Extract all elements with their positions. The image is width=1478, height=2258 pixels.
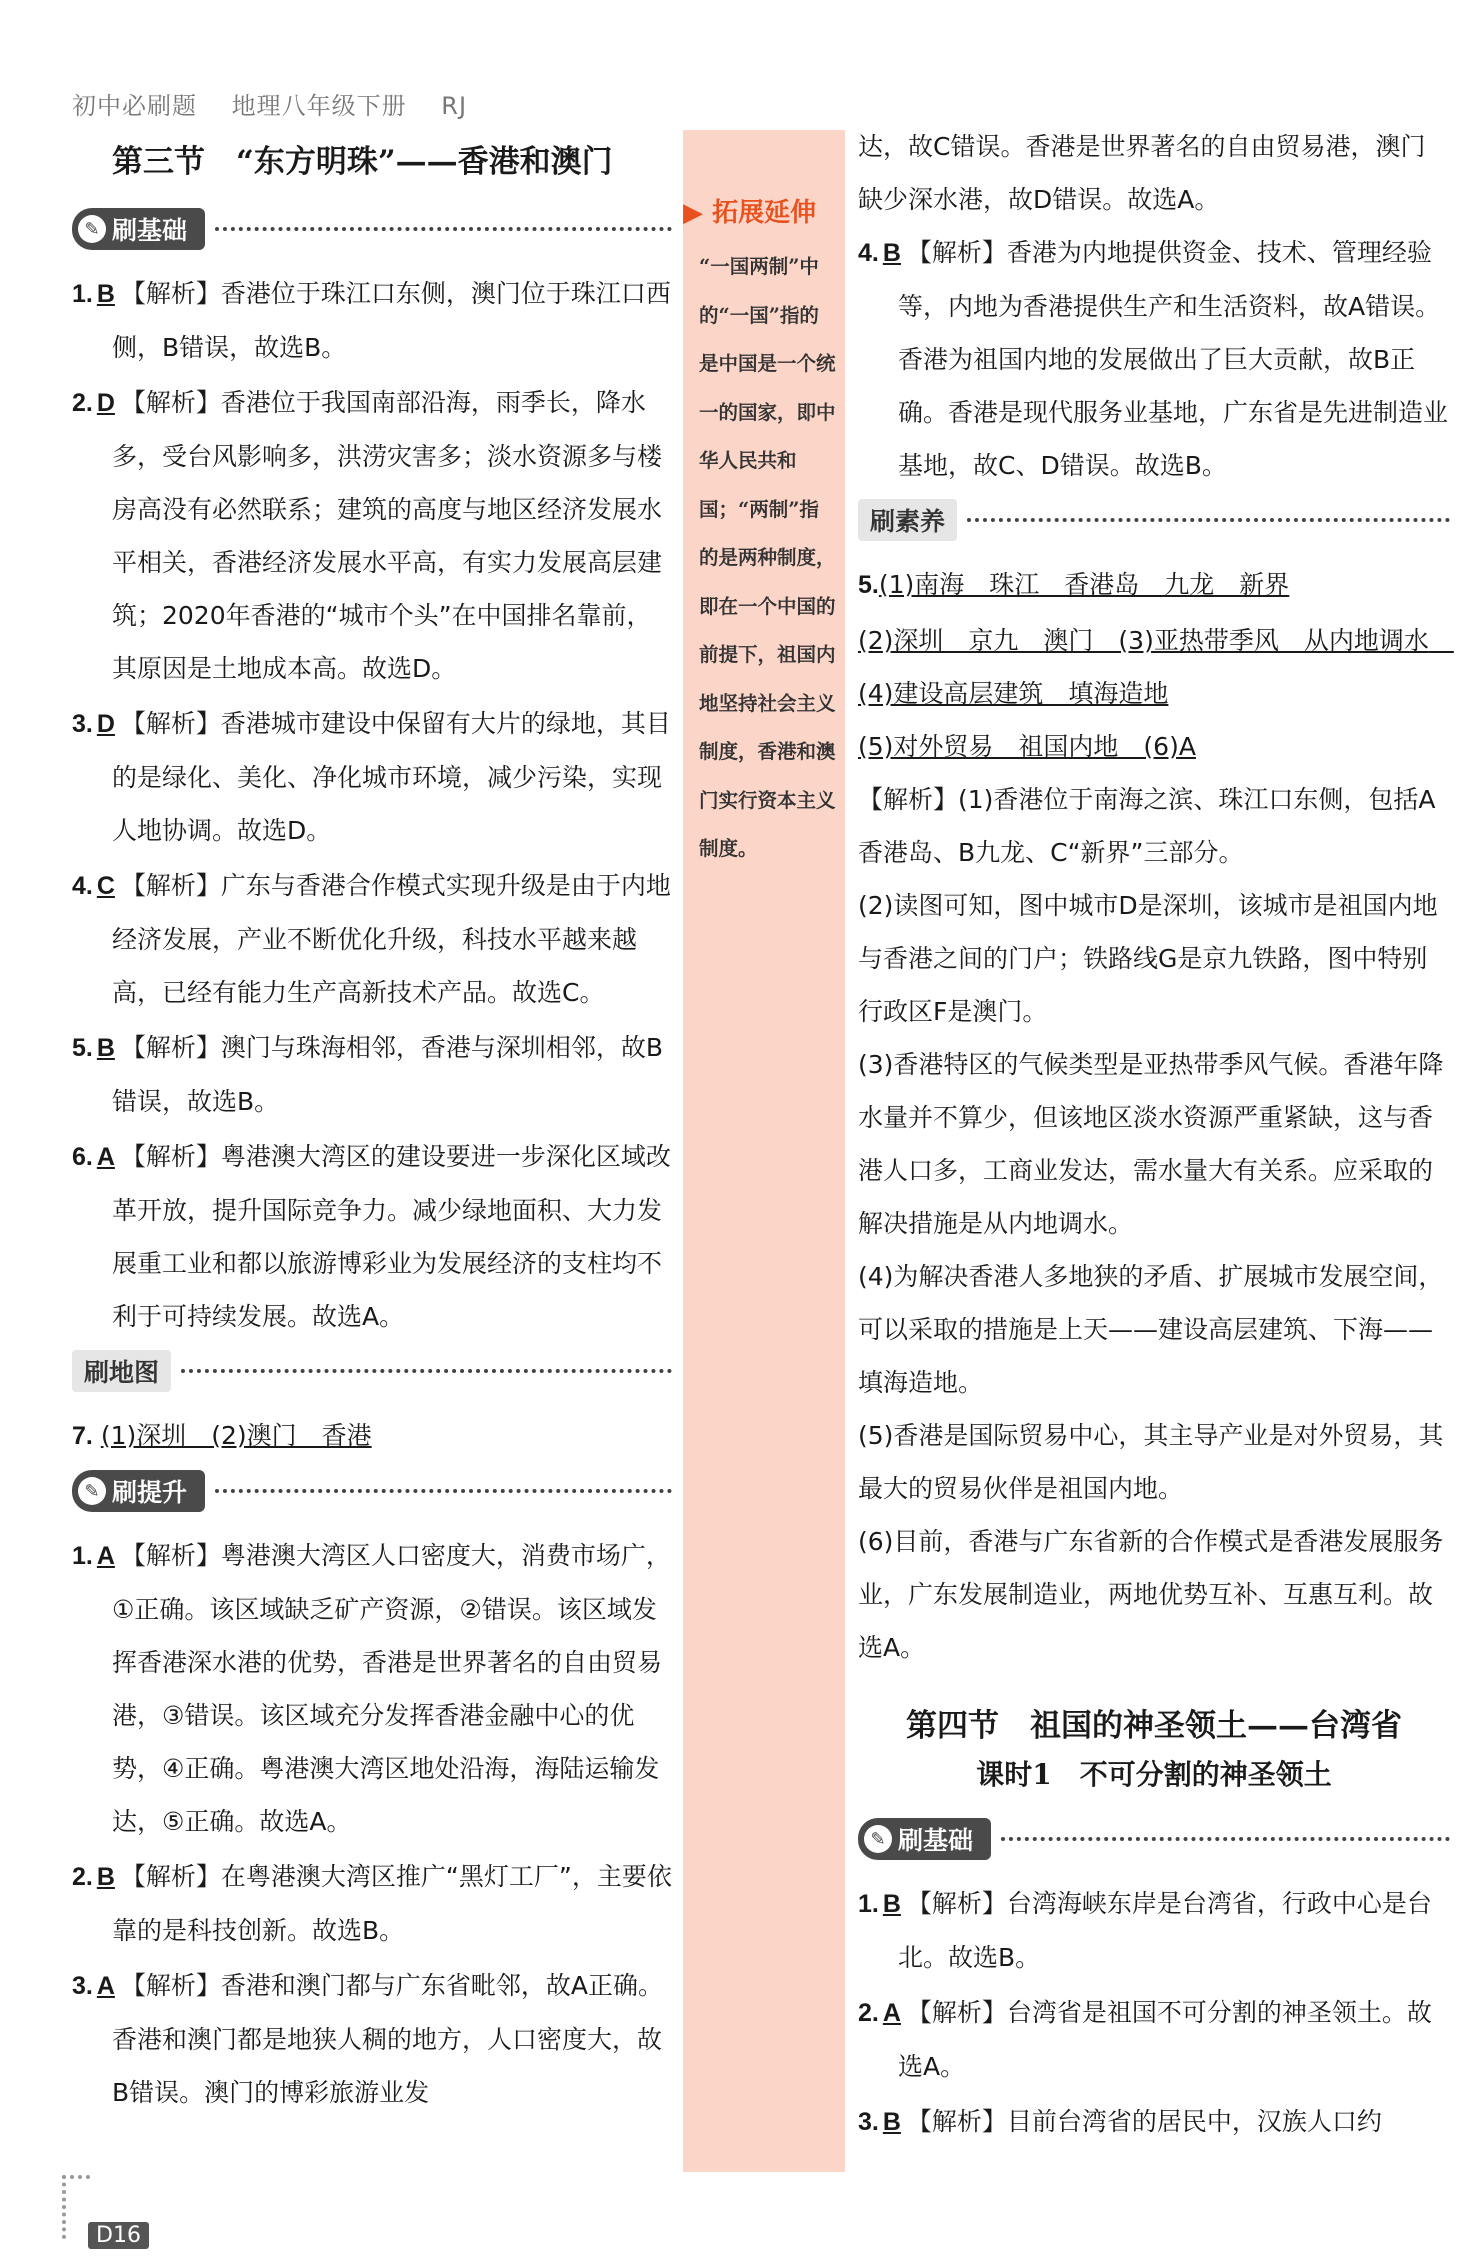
dotted-divider bbox=[967, 518, 1450, 522]
answer-item: 2. A 【解析】台湾省是祖国不可分割的神圣领土。故选A。 bbox=[858, 1998, 1432, 2081]
extension-heading: ▶ 拓展延伸 bbox=[683, 198, 817, 228]
dotted-divider bbox=[181, 1369, 672, 1373]
page-number: D16 bbox=[88, 2222, 149, 2249]
answer-item: 2. D 【解析】香港位于我国南部沿海，雨季长，降水多，受台风影响多，洪涝灾害多；淡水资源多与楼房高没有必然联系；建筑的高度与地区经济发展水平相关，香港经济发展水平高，有实力发展高层建筑；2020年香港的“城市个头”在中国排名靠前，其原因是土地成本高。故选D。 bbox=[72, 388, 663, 683]
brush-icon: ✎ bbox=[78, 215, 106, 243]
right-column bbox=[858, 120, 1454, 2151]
answer-line: (2)深圳 京九 澳门 (3)亚热带季风 从内地调水 (4)建设高层建筑 填海造地 bbox=[858, 626, 1454, 708]
answer-item: 5. B 【解析】澳门与珠海相邻，香港与深圳相邻，故B错误，故选B。 bbox=[72, 1033, 664, 1116]
badge-map: 刷地图 bbox=[72, 1351, 672, 1391]
brush-icon: ✎ bbox=[78, 1477, 106, 1505]
explanation: (4)为解决香港人多地狭的矛盾、扩展城市发展空间，可以采取的措施是上天——建设高层建筑、下海——填海造地。 bbox=[858, 1262, 1444, 1397]
subject-name: 地理八年级下册 bbox=[231, 92, 407, 120]
answer-item: 3. D 【解析】香港城市建设中保留有大片的绿地，其目的是绿化、美化、净化城市环境，减少污染，实现人地协调。故选D。 bbox=[72, 709, 671, 845]
answer-item: 4. B 【解析】香港为内地提供资金、技术、管理经验等，内地为香港提供生产和生活资料，故A错误。香港为祖国内地的发展做出了巨大贡献，故B正确。香港是现代服务业基地，广东省是先进制造业基地，故C、D错误。故选B。 bbox=[858, 238, 1449, 480]
answer-item: 1. B 【解析】台湾海峡东岸是台湾省，行政中心是台北。故选B。 bbox=[858, 1889, 1432, 1972]
answer-line: (5)对外贸易 祖国内地 (6)A bbox=[858, 732, 1196, 761]
answer-item: 1. B 【解析】香港位于珠江口东侧，澳门位于珠江口西侧，B错误，故选B。 bbox=[72, 279, 671, 362]
explanation: (6)目前，香港与广东省新的合作模式是香港发展服务业，广东发展制造业，两地优势互补、互惠互利。故选A。 bbox=[858, 1527, 1444, 1662]
edition-label: RJ bbox=[441, 92, 468, 120]
answer-item: 4. C 【解析】广东与香港合作模式实现升级是由于内地经济发展，产业不断优化升级，科技水平越来越高，已经有能力生产高新技术产品。故选C。 bbox=[72, 871, 671, 1007]
arrow-icon: ▶ bbox=[683, 198, 703, 228]
dotted-divider bbox=[215, 227, 672, 231]
lesson-title: 课时1 不可分割的神圣领土 bbox=[976, 1758, 1332, 1791]
extension-sidebar bbox=[683, 130, 845, 2172]
continued-text: 达，故C错误。香港是世界著名的自由贸易港，澳门缺少深水港，故D错误。故选A。 bbox=[858, 132, 1426, 214]
badge-improve: ✎ 刷提升 bbox=[72, 1471, 672, 1511]
running-header bbox=[72, 86, 493, 121]
brush-icon: ✎ bbox=[864, 1825, 892, 1853]
answer-item: 5.(1)南海 珠江 香港岛 九龙 新界 bbox=[858, 570, 1290, 599]
corner-decoration bbox=[62, 2175, 90, 2239]
badge-basic: ✎ 刷基础 bbox=[72, 209, 672, 249]
section-title-4: 第四节 祖国的神圣领土——台湾省 bbox=[906, 1708, 1402, 1744]
extension-text: “一国两制”中的“一国”指的是中国是一个统一的国家，即中华人民共和国；“两制”指的是两种制度，即在一个中国的前提下，祖国内地坚持社会主义制度，香港和澳门实行资本主义制度。 bbox=[699, 255, 836, 860]
answer-item: 3. B 【解析】目前台湾省的居民中，汉族人口约 bbox=[858, 2107, 1382, 2136]
left-column bbox=[72, 120, 672, 2121]
dotted-divider bbox=[1001, 1837, 1450, 1841]
explanation: 【解析】(1)香港位于南海之滨、珠江口东侧，包括A香港岛、B九龙、C“新界”三部分。 bbox=[858, 785, 1436, 867]
dotted-divider bbox=[215, 1489, 672, 1493]
answer-item: 2. B 【解析】在粤港澳大湾区推广“黑灯工厂”，主要依靠的是科技创新。故选B。 bbox=[72, 1862, 672, 1945]
explanation: (2)读图可知，图中城市D是深圳，该城市是祖国内地与香港之间的门户；铁路线G是京九铁路，图中特别行政区F是澳门。 bbox=[858, 891, 1438, 1026]
badge-basic-2: ✎ 刷基础 bbox=[858, 1819, 1450, 1859]
explanation: (3)香港特区的气候类型是亚热带季风气候。香港年降水量并不算少，但该地区淡水资源严重紧缺，这与香港人口多，工商业发达，需水量大有关系。应采取的解决措施是从内地调水。 bbox=[858, 1050, 1444, 1238]
answer-item: 3. A 【解析】香港和澳门都与广东省毗邻，故A正确。香港和澳门都是地狭人稠的地方，人口密度大，故B错误。澳门的博彩旅游业发 bbox=[72, 1971, 664, 2107]
section-title: 第三节 “东方明珠”——香港和澳门 bbox=[112, 144, 613, 180]
book-name: 初中必刷题 bbox=[72, 92, 197, 120]
answer-item: 7. (1)深圳 (2)澳门 香港 bbox=[72, 1421, 372, 1450]
answer-item: 1. A 【解析】粤港澳大湾区人口密度大，消费市场广，①正确。该区域缺乏矿产资源，②错误。该区域发挥香港深水港的优势，香港是世界著名的自由贸易港，③错误。该区域充分发挥香港金融中心的优势，④正确。粤港澳大湾区地处沿海，海陆运输发达，⑤正确。故选A。 bbox=[72, 1541, 671, 1836]
answer-item: 6. A 【解析】粤港澳大湾区的建设要进一步深化区域改革开放，提升国际竞争力。减少绿地面积、大力发展重工业和都以旅游博彩业为发展经济的支柱均不利于可持续发展。故选A。 bbox=[72, 1142, 671, 1331]
explanation: (5)香港是国际贸易中心，其主导产业是对外贸易，其最大的贸易伙伴是祖国内地。 bbox=[858, 1421, 1444, 1503]
badge-literacy: 刷素养 bbox=[858, 500, 1450, 540]
